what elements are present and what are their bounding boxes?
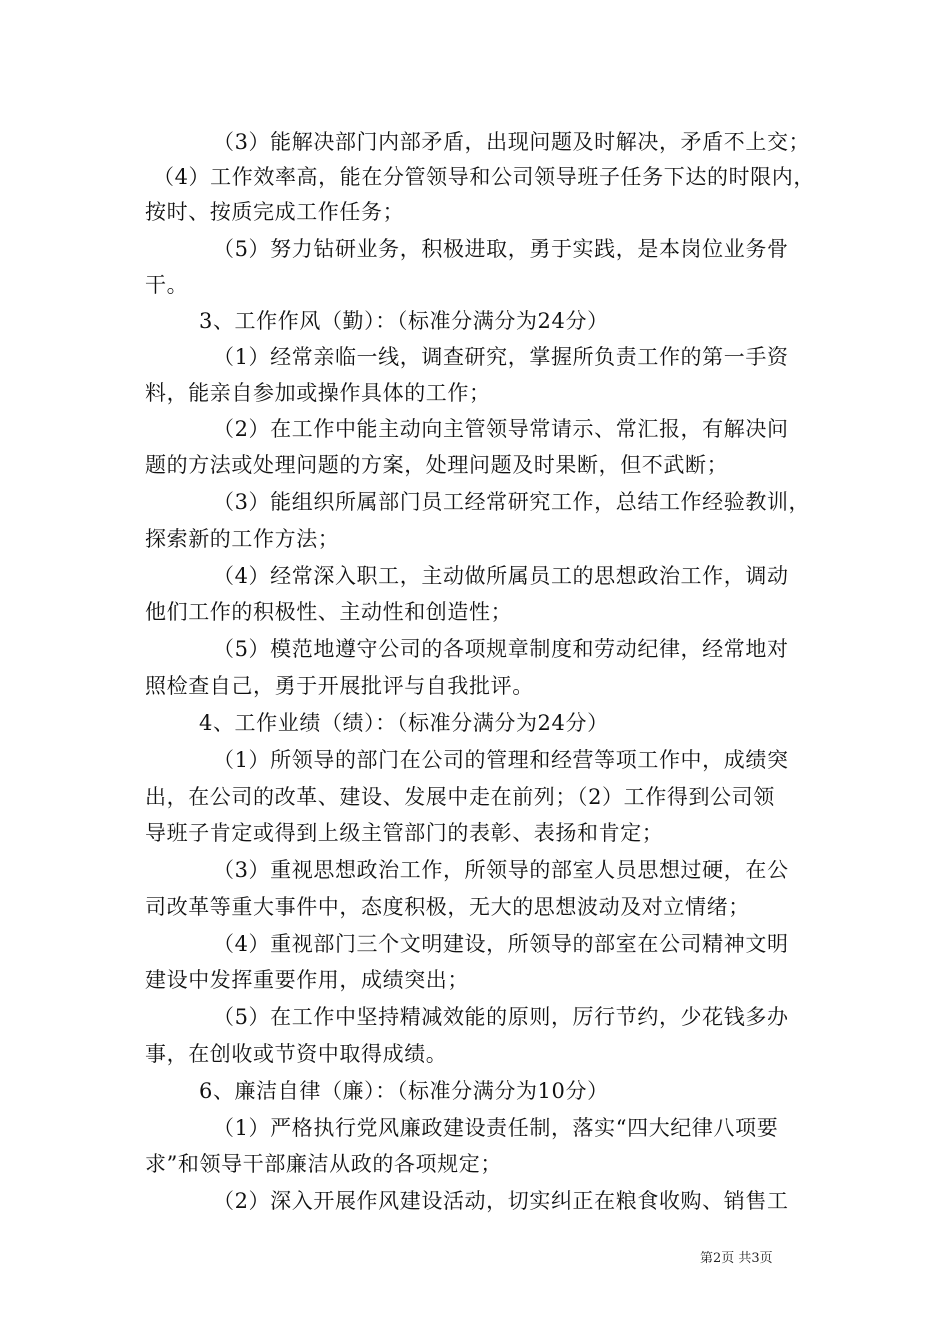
section-heading: 6、廉洁自律（廉）：（标准分满分为10分） [199, 1079, 609, 1103]
text-line: 题的方法或处理问题的方案，处理问题及时果断，但不武断； [145, 453, 729, 477]
section-heading: 3、工作作风（勤）：（标准分满分为24分） [199, 309, 609, 333]
text-line: （1）所领导的部门在公司的管理和经营等项工作中，成绩突 [213, 748, 789, 772]
page-number: 第2页 共3页 [700, 1251, 773, 1266]
text-line: 出，在公司的改革、建设、发展中走在前列；（2）工作得到公司领 [145, 785, 775, 809]
text-line: （5）模范地遵守公司的各项规章制度和劳动纪律，经常地对 [213, 637, 789, 661]
text-line: 照检查自己，勇于开展批评与自我批评。 [145, 674, 534, 698]
text-line: 按时、按质完成工作任务； [145, 200, 405, 224]
text-line: （1）经常亲临一线，调查研究，掌握所负责工作的第一手资 [213, 345, 789, 369]
text-line: （4）工作效率高，能在分管领导和公司领导班子任务下达的时限内， [153, 165, 815, 189]
text-line: 干。 [145, 273, 189, 297]
text-line: 探索新的工作方法； [145, 527, 340, 551]
text-line: （3）能组织所属部门员工经常研究工作，总结工作经验教训， [213, 490, 811, 514]
text-line: （4）经常深入职工，主动做所属员工的思想政治工作，调动 [213, 564, 789, 588]
text-line: （5）在工作中坚持精减效能的原则，厉行节约，少花钱多办 [213, 1005, 789, 1029]
text-line: 他们工作的积极性、主动性和创造性； [145, 600, 513, 624]
text-line: 料，能亲自参加或操作具体的工作； [145, 381, 491, 405]
text-line: 司改革等重大事件中，态度积极，无大的思想波动及对立情绪； [145, 895, 750, 919]
text-line: （2）深入开展作风建设活动，切实纠正在粮食收购、销售工 [213, 1189, 789, 1213]
text-line: （1）严格执行党风廉政建设责任制，落实“四大纪律八项要 [213, 1116, 779, 1140]
text-line: 导班子肯定或得到上级主管部门的表彰、表扬和肯定； [145, 821, 664, 845]
text-line: （3）能解决部门内部矛盾，出现问题及时解决，矛盾不上交； [213, 130, 811, 154]
text-line: （5）努力钻研业务，积极进取，勇于实践，是本岗位业务骨 [213, 237, 789, 261]
text-line: （2）在工作中能主动向主管领导常请示、常汇报，有解决问 [213, 417, 789, 441]
text-line: （3）重视思想政治工作，所领导的部室人员思想过硬，在公 [213, 858, 789, 882]
text-line: 建设中发挥重要作用，成绩突出； [145, 968, 469, 992]
section-heading: 4、工作业绩（绩）：（标准分满分为24分） [199, 711, 609, 735]
text-line: 事，在创收或节资中取得成绩。 [145, 1042, 448, 1066]
text-line: 求”和领导干部廉洁从政的各项规定； [145, 1152, 502, 1176]
text-line: （4）重视部门三个文明建设，所领导的部室在公司精神文明 [213, 932, 789, 956]
